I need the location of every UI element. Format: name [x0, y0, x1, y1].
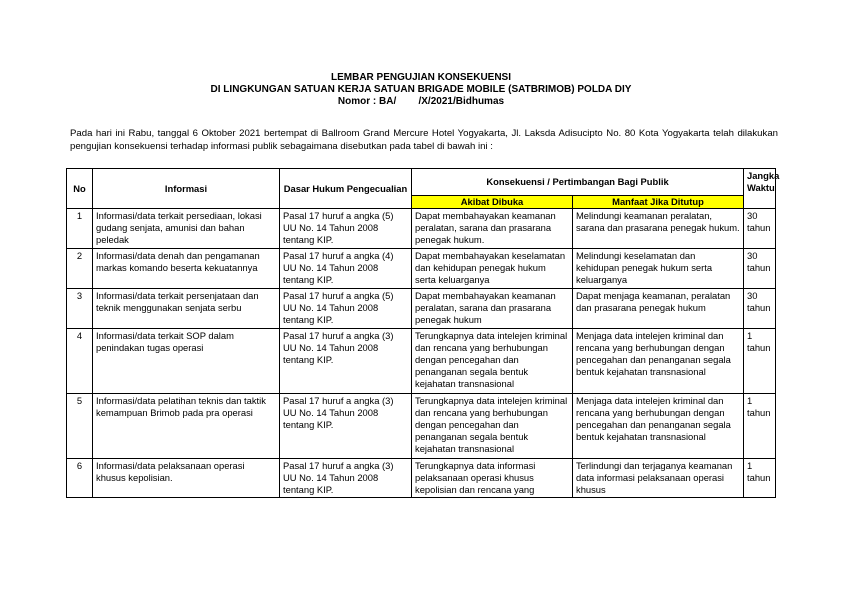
cell-no: 3 — [67, 289, 93, 329]
cell-dasar-hukum: Pasal 17 huruf a angka (3) UU No. 14 Tahun 2008 tentang KIP. — [280, 459, 412, 498]
cell-manfaat: Terlindungi dan terjaganya keamanan data informasi pelaksanaan operasi khusus — [573, 459, 744, 498]
document-header — [0, 72, 842, 108]
cell-jangka: 30 tahun — [744, 209, 776, 249]
cell-akibat: Dapat membahayakan keselamatan dan kehidupan penegak hukum serta keluarganya — [412, 249, 573, 289]
header-konsekuensi: Konsekuensi / Pertimbangan Bagi Publik — [412, 169, 744, 196]
cell-informasi: Informasi/data denah dan pengamanan markas komando beserta kekuatannya — [93, 249, 280, 289]
header-akibat-dibuka: Akibat Dibuka — [412, 196, 573, 209]
cell-akibat: Dapat membahayakan keamanan peralatan, sarana dan prasarana penegak hukum — [412, 289, 573, 329]
cell-manfaat: Melindungi keamanan peralatan, sarana dan prasarana penegak hukum. — [573, 209, 744, 249]
cell-manfaat: Menjaga data intelejen kriminal dan rencana yang berhubungan dengan pencegahan dan penanganan segala bentuk kejahatan transnasional — [573, 394, 744, 459]
cell-manfaat: Dapat menjaga keamanan, peralatan dan prasarana penegak hukum — [573, 289, 744, 329]
table-row — [67, 459, 776, 498]
cell-dasar-hukum: Pasal 17 huruf a angka (5) UU No. 14 Tahun 2008 tentang KIP. — [280, 209, 412, 249]
cell-jangka: 30 tahun — [744, 249, 776, 289]
cell-no: 4 — [67, 329, 93, 394]
header-jangka-waktu: Jangka Waktu — [744, 169, 776, 209]
cell-jangka: 1 tahun — [744, 394, 776, 459]
header-dasar-hukum: Dasar Hukum Pengecualian — [280, 169, 412, 209]
table-row — [67, 329, 776, 394]
table-row — [67, 289, 776, 329]
nomor-value: BA/ /X/2021/Bidhumas — [379, 96, 505, 107]
nomor-line — [338, 96, 504, 108]
table-row — [67, 209, 776, 249]
cell-informasi: Informasi/data pelatihan teknis dan taktik kemampuan Brimob pada pra operasi — [93, 394, 280, 459]
cell-informasi: Informasi/data terkait persenjataan dan teknik menggunakan senjata serbu — [93, 289, 280, 329]
intro-paragraph: Pada hari ini Rabu, tanggal 6 Oktober 2021 bertempat di Ballroom Grand Mercure Hotel Yogyakarta, Jl. Laksda Adisucipto No. 80 Kota Yogyakarta telah dilakukan pengujian konsekuensi terhadap informasi publik sebagaimana disebutkan pada tabel di bawah ini : — [70, 128, 778, 152]
nomor-label: Nomor : — [337, 96, 377, 107]
header-informasi: Informasi — [93, 169, 280, 209]
table-header-row — [67, 169, 776, 196]
cell-dasar-hukum: Pasal 17 huruf a angka (5) UU No. 14 Tahun 2008 tentang KIP. — [280, 289, 412, 329]
title-line-1: LEMBAR PENGUJIAN KONSEKUENSI — [330, 72, 512, 83]
cell-akibat: Terungkapnya data intelejen kriminal dan rencana yang berhubungan dengan pencegahan dan penanganan segala bentuk kejahatan transnasional — [412, 394, 573, 459]
cell-manfaat: Menjaga data intelejen kriminal dan rencana yang berhubungan dengan pencegahan dan penanganan segala bentuk kejahatan transnasional — [573, 329, 744, 394]
table-row — [67, 249, 776, 289]
table-row — [67, 394, 776, 459]
cell-dasar-hukum: Pasal 17 huruf a angka (3) UU No. 14 Tahun 2008 tentang KIP. — [280, 329, 412, 394]
cell-informasi: Informasi/data pelaksanaan operasi khusus kepolisian. — [93, 459, 280, 498]
header-manfaat-ditutup: Manfaat Jika Ditutup — [573, 196, 744, 209]
cell-akibat: Dapat membahayakan keamanan peralatan, sarana dan prasarana penegak hukum. — [412, 209, 573, 249]
cell-jangka: 1 tahun — [744, 459, 776, 498]
cell-no: 5 — [67, 394, 93, 459]
cell-no: 1 — [67, 209, 93, 249]
cell-manfaat: Melindungi keselamatan dan kehidupan penegak hukum serta keluarganya — [573, 249, 744, 289]
cell-no: 2 — [67, 249, 93, 289]
consequence-table — [66, 168, 780, 498]
cell-jangka: 30 tahun — [744, 289, 776, 329]
cell-informasi: Informasi/data terkait persediaan, lokasi gudang senjata, amunisi dan bahan peledak — [93, 209, 280, 249]
cell-informasi: Informasi/data terkait SOP dalam penindakan tugas operasi — [93, 329, 280, 394]
cell-dasar-hukum: Pasal 17 huruf a angka (3) UU No. 14 Tahun 2008 tentang KIP. — [280, 394, 412, 459]
cell-no: 6 — [67, 459, 93, 498]
header-no: No — [67, 169, 93, 209]
cell-dasar-hukum: Pasal 17 huruf a angka (4) UU No. 14 Tahun 2008 tentang KIP. — [280, 249, 412, 289]
title-line-2: DI LINGKUNGAN SATUAN KERJA SATUAN BRIGADE MOBILE (SATBRIMOB) POLDA DIY — [210, 84, 632, 95]
cell-jangka: 1 tahun — [744, 329, 776, 394]
cell-akibat: Terungkapnya data informasi pelaksanaan operasi khusus kepolisian dan rencana yang — [412, 459, 573, 498]
cell-akibat: Terungkapnya data intelejen kriminal dan rencana yang berhubungan dengan pencegahan dan penanganan segala bentuk kejahatan transnasional — [412, 329, 573, 394]
